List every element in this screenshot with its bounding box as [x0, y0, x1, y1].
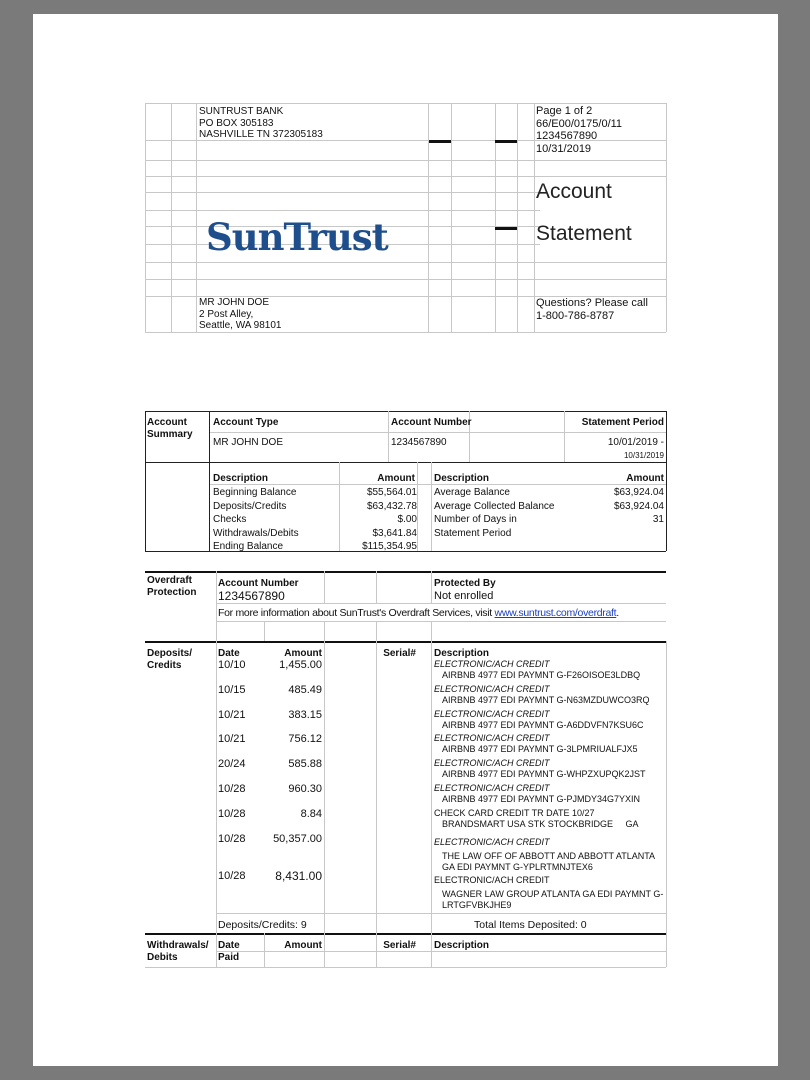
deposit-amount: 960.30 [288, 783, 322, 795]
deposit-type: ELECTRONIC/ACH CREDIT [434, 659, 550, 669]
summary-row [434, 528, 664, 542]
deposit-detail: BRANDSMART USA STK STOCKBRIDGE GA [442, 819, 639, 829]
deposit-date: 20/24 [218, 758, 246, 770]
deposits-count: Deposits/Credits: 9 [218, 919, 307, 931]
summary-row-label: Beginning Balance [213, 487, 297, 498]
deposit-type: ELECTRONIC/ACH CREDIT [434, 837, 550, 847]
deposit-description [434, 758, 664, 780]
phone-number: 1-800-786-8787 [536, 309, 615, 322]
deposit-amount: 1,455.00 [279, 659, 322, 671]
deposit-detail: WAGNER LAW GROUP ATLANTA GA EDI PAYMNT G-LRTGFVBKJHE9 [442, 889, 664, 910]
deposits-desc-header: Description [434, 648, 490, 659]
deposit-detail: AIRBNB 4977 EDI PAYMNT G-3LPMRIUALFJX5 [442, 744, 638, 754]
summary-row-label: Statement Period [434, 527, 512, 539]
deposit-amount: 585.88 [288, 758, 322, 770]
summary-row [213, 501, 417, 515]
bank-address-line1: PO BOX 305183 [199, 117, 274, 129]
deposit-description [434, 659, 664, 681]
logo-text: SunTrust [206, 215, 388, 259]
protected-by-header: Protected By [434, 578, 496, 589]
deposit-amount: 485.49 [288, 684, 322, 696]
summary-row-label: Withdrawals/Debits [213, 527, 299, 539]
summary-row [434, 501, 664, 515]
summary-row-amount: $55,564.01 [366, 487, 417, 498]
deposit-detail: AIRBNB 4977 EDI PAYMNT G-WHPZXUPQK2JST [442, 769, 646, 779]
summary-row-label: Number of Days in [434, 514, 517, 525]
summary-left-rows [213, 487, 417, 555]
withdrawals-date-header: Date Paid [218, 940, 240, 963]
bank-name: SUNTRUST BANK [199, 106, 284, 117]
deposit-type: ELECTRONIC/ACH CREDIT [434, 875, 550, 885]
deposit-amount: 383.15 [288, 709, 322, 721]
summary-right-rows [434, 487, 664, 541]
deposit-description [434, 783, 664, 805]
questions-text: Questions? Please call [536, 297, 648, 309]
deposit-detail: THE LAW OFF OF ABBOTT AND ABBOTT ATLANTA GA EDI PAYMNT G-YPLRTMNJTEX6 [442, 851, 655, 872]
summary-row-label: Average Collected Balance [434, 500, 555, 512]
summary-row-label: Ending Balance [213, 541, 284, 552]
account-type-header: Account Type [213, 417, 279, 428]
meta-account-number: 1234567890 [536, 130, 598, 142]
withdrawals-section-label: Withdrawals/ Debits [147, 940, 209, 963]
deposit-amount: 756.12 [288, 733, 322, 745]
contact-info [536, 297, 648, 322]
customer-name: MR JOHN DOE [199, 297, 269, 308]
summary-amount-header-right: Amount [626, 473, 664, 484]
deposit-detail: AIRBNB 4977 EDI PAYMNT G-N63MZDUWCO3RQ [442, 695, 650, 705]
summary-row-amount: 31 [652, 514, 664, 525]
summary-row-label: Average Balance [434, 487, 510, 498]
account-type-value: MR JOHN DOE [213, 437, 283, 448]
deposit-description [434, 808, 664, 830]
overdraft-account-number: 1234567890 [218, 589, 285, 603]
summary-row [434, 487, 664, 501]
deposit-date: 10/15 [218, 684, 246, 696]
statement-meta [536, 105, 622, 155]
deposit-description [434, 875, 664, 911]
deposit-date: 10/10 [218, 659, 246, 671]
suntrust-logo [206, 215, 388, 259]
overdraft-info [218, 607, 619, 619]
deposits-serial-header: Serial# [383, 648, 416, 659]
total-items-deposited: Total Items Deposited: 0 [474, 919, 587, 931]
page-number: Page 1 of 2 [536, 105, 593, 117]
deposit-type: ELECTRONIC/ACH CREDIT [434, 758, 550, 768]
account-number-value: 1234567890 [391, 437, 447, 448]
deposit-date: 10/21 [218, 733, 246, 745]
deposit-type: ELECTRONIC/ACH CREDIT [434, 733, 550, 743]
statement-period-header: Statement Period [581, 417, 664, 428]
deposit-description [434, 837, 659, 873]
summary-section-label: Account Summary [147, 417, 193, 440]
overdraft-info-end: . [616, 607, 619, 619]
deposit-date: 10/28 [218, 808, 246, 820]
overdraft-info-text: For more information about SunTrust's Overdraft Services, visit [218, 607, 495, 619]
deposit-description [434, 709, 664, 731]
deposit-detail: AIRBNB 4977 EDI PAYMNT G-PJMDY34G7YXIN [442, 794, 641, 804]
deposit-type: ELECTRONIC/ACH CREDIT [434, 709, 550, 719]
deposit-type: CHECK CARD CREDIT TR DATE 10/27 [434, 808, 595, 818]
statement-code: 66/E00/0175/0/11 [536, 117, 623, 130]
summary-row-amount: $3,641.84 [372, 527, 417, 539]
deposits-date-header: Date [218, 648, 240, 659]
deposits-section-label: Deposits/ Credits [147, 648, 193, 671]
overdraft-account-number-header: Account Number [218, 578, 299, 589]
deposit-type: ELECTRONIC/ACH CREDIT [434, 783, 550, 793]
summary-row-amount: $115,354.95 [362, 541, 417, 552]
summary-row [434, 514, 664, 528]
customer-address-line2: Seattle, WA 98101 [199, 320, 282, 331]
deposit-description [434, 684, 664, 706]
account-number-header: Account Number [391, 417, 472, 428]
summary-row-label: Checks [213, 514, 247, 525]
deposit-date: 10/28 [218, 783, 246, 795]
summary-row [213, 528, 417, 542]
summary-row [213, 514, 417, 528]
deposit-type: ELECTRONIC/ACH CREDIT [434, 684, 550, 694]
period-start: 10/01/2019 - [607, 437, 664, 448]
title-statement: Statement [536, 222, 632, 245]
withdrawals-desc-header: Description [434, 940, 490, 951]
bank-address-line2: NASHVILLE TN 372305183 [199, 129, 323, 140]
deposits-amount-header: Amount [284, 648, 322, 659]
protected-by-value: Not enrolled [434, 590, 494, 602]
statement-date: 10/31/2019 [536, 142, 592, 155]
summary-row-amount: $63,432.78 [366, 500, 417, 512]
summary-desc-header-right: Description [434, 473, 490, 484]
summary-row-amount: $63,924.04 [613, 487, 664, 498]
overdraft-link[interactable]: www.suntrust.com/overdraft [494, 607, 617, 619]
summary-row-amount: $63,924.04 [613, 500, 664, 512]
summary-row [213, 541, 417, 555]
deposit-detail: AIRBNB 4977 EDI PAYMNT G-F26OISOE3LDBQ [442, 670, 641, 680]
deposit-detail: AIRBNB 4977 EDI PAYMNT G-A6DDVFN7KSU6C [442, 720, 644, 730]
withdrawals-amount-header: Amount [284, 940, 322, 951]
summary-row-label: Deposits/Credits [213, 500, 287, 512]
statement-page [33, 14, 778, 1066]
period-end: 10/31/2019 [623, 451, 664, 460]
summary-amount-header: Amount [377, 473, 415, 484]
overdraft-section-label: Overdraft Protection [147, 575, 197, 598]
summary-desc-header: Description [213, 473, 269, 484]
deposit-date: 10/28 [218, 870, 246, 882]
deposit-date: 10/28 [218, 833, 246, 845]
deposit-amount: 50,357.00 [273, 833, 322, 845]
title-account: Account [536, 180, 612, 203]
withdrawals-serial-header: Serial# [383, 940, 416, 951]
customer-address [199, 297, 281, 332]
bank-address [199, 106, 323, 141]
deposit-description [434, 733, 664, 755]
deposit-date: 10/21 [218, 709, 246, 721]
summary-row-amount: $.00 [397, 514, 417, 525]
deposit-amount: 8.84 [300, 808, 322, 820]
summary-row [213, 487, 417, 501]
customer-address-line1: 2 Post Alley, [199, 308, 254, 320]
deposit-amount: 8,431.00 [275, 869, 322, 883]
